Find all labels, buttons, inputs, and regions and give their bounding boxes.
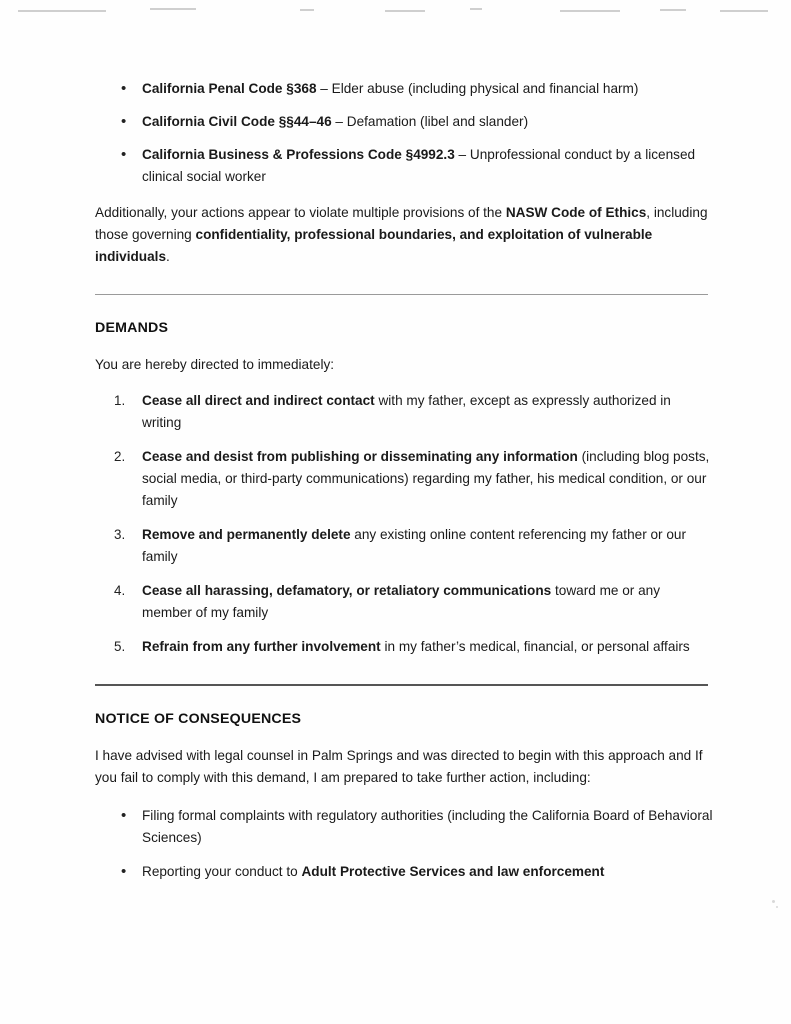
ethics-text-part3: . <box>166 249 170 265</box>
demands-intro: You are hereby directed to immediately: <box>95 357 335 373</box>
list-item <box>95 861 713 883</box>
document-body <box>95 78 713 895</box>
consequences-heading: NOTICE OF CONSEQUENCES <box>95 711 302 728</box>
consequence-text: Filing formal complaints with regulatory authorities (including the California Board of Behavioral Sciences) <box>142 808 713 846</box>
demand-lead: Cease all direct and indirect contact <box>142 393 375 409</box>
ethics-code-name: NASW Code of Ethics <box>505 205 647 221</box>
demand-rest: (including blog posts, social media, or third-party communications) regarding my father, his medical condition, or our family <box>142 449 710 509</box>
statute-citation: California Penal Code §368 <box>142 81 317 96</box>
statute-description: – Defamation (libel and slander) <box>331 114 529 130</box>
list-item <box>95 636 713 658</box>
scan-speck <box>772 900 775 903</box>
demand-rest: toward me or any member of my family <box>142 583 661 621</box>
ethics-text-part1: Additionally, your actions appear to violate multiple provisions of the <box>95 205 506 221</box>
list-item <box>95 580 713 624</box>
demand-lead: Remove and permanently delete <box>142 527 351 543</box>
section-divider <box>95 294 708 295</box>
demands-heading: DEMANDS <box>95 320 169 337</box>
statute-citation: California Civil Code §§44–46 <box>142 114 332 130</box>
ethics-provisions: confidentiality, professional boundaries, and exploitation of vulnerable individuals <box>95 227 653 265</box>
list-item <box>95 446 713 512</box>
consequences-list <box>95 805 713 883</box>
consequence-text: Reporting your conduct to <box>142 864 302 880</box>
section-divider <box>95 684 708 686</box>
consequence-bold: Adult Protective Services and law enforcement <box>301 864 605 880</box>
statute-description: – Elder abuse (including physical and financial harm) <box>316 81 639 96</box>
ethics-paragraph <box>95 202 713 268</box>
statute-list <box>95 78 713 188</box>
list-item <box>95 390 713 434</box>
demands-list <box>95 390 713 658</box>
consequences-intro: I have advised with legal counsel in Palm Springs and was directed to begin with this approach and If you fail to comply with this demand, I am prepared to take further action, including: <box>95 748 703 786</box>
demand-lead: Cease and desist from publishing or disseminating any information <box>142 449 578 465</box>
demand-lead: Cease all harassing, defamatory, or retaliatory communications <box>142 583 552 599</box>
scan-artifacts <box>0 6 791 16</box>
list-item <box>95 524 713 568</box>
list-item <box>95 144 713 188</box>
statute-citation: California Business & Professions Code §4992.3 <box>142 147 455 163</box>
list-item <box>95 805 713 849</box>
scan-speck <box>776 906 778 908</box>
demand-rest: in my father’s medical, financial, or personal affairs <box>380 639 690 655</box>
ethics-text-part2: , including those governing <box>95 205 708 243</box>
demand-rest: with my father, except as expressly authorized in writing <box>142 393 671 431</box>
statute-description: – Unprofessional conduct by a licensed clinical social worker <box>142 147 696 185</box>
demand-rest: any existing online content referencing my father or our family <box>142 527 687 565</box>
demand-lead: Refrain from any further involvement <box>142 639 381 655</box>
list-item <box>95 78 713 100</box>
list-item <box>95 111 713 133</box>
